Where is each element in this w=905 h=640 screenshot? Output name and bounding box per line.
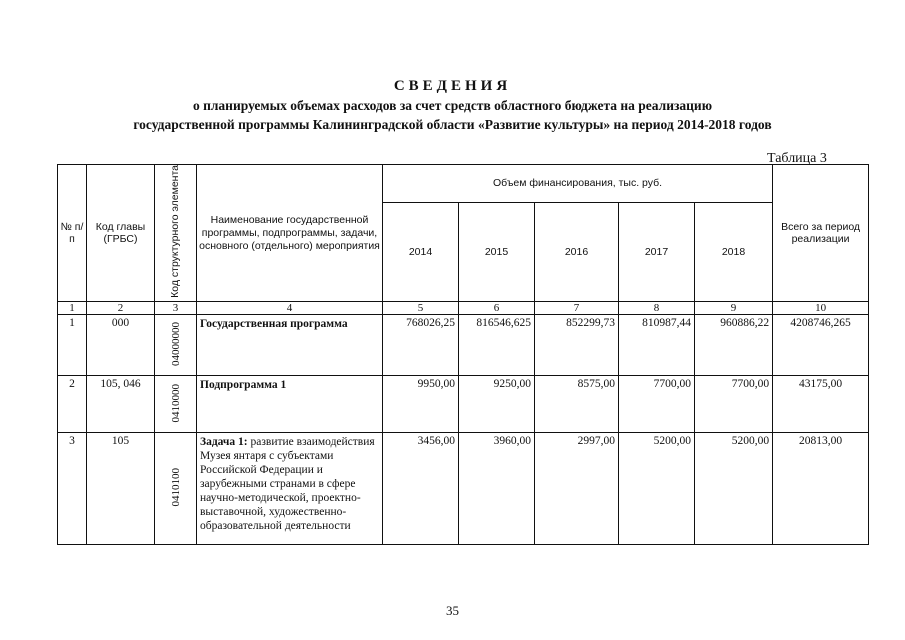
- col-index: 2: [87, 302, 155, 315]
- row-value-2017: 810987,44: [619, 315, 695, 376]
- header-year-2015: 2015: [459, 203, 535, 302]
- row-struct-code: 04000000: [169, 321, 182, 366]
- col-index: 1: [58, 302, 87, 315]
- row-value-2016: 8575,00: [535, 376, 619, 433]
- row-value-2018: 960886,22: [695, 315, 773, 376]
- header-year-2018: 2018: [695, 203, 773, 302]
- header-struct-label: Код структурного элемента: [169, 165, 182, 298]
- col-index: 9: [695, 302, 773, 315]
- row-name: [197, 315, 383, 376]
- document-subtitle-line2: государственной программы Калининградской области «Развитие культуры» на период 2014-2018 годов: [133, 117, 772, 132]
- col-index: 7: [535, 302, 619, 315]
- document-subtitle-line1: о планируемых объемах расходов за счет средств областного бюджета на реализацию: [192, 98, 713, 113]
- header-struct: [155, 165, 197, 302]
- header-total: Всего за период реализации: [773, 165, 869, 302]
- header-name: Наименование государственной программы, подпрограммы, задачи, основного (отдельного) мероприятия: [197, 165, 383, 302]
- col-index: 6: [459, 302, 535, 315]
- row-number: 1: [58, 315, 87, 376]
- row-value-2016: 2997,00: [535, 433, 619, 545]
- row-name: [197, 433, 383, 545]
- page-number: 35: [446, 603, 459, 618]
- document-title: СВЕДЕНИЯ: [393, 78, 512, 94]
- row-value-2015: 9250,00: [459, 376, 535, 433]
- row-value-2017: 5200,00: [619, 433, 695, 545]
- row-code: 000: [87, 315, 155, 376]
- row-struct-cell: [155, 315, 197, 376]
- row-name-text: развитие взаимодействия Музея янтаря с субъектами Российской Федерации и зарубежными странами в сфере научно-методической, проектно-выставочной, художественно-образовательной деятельности: [200, 436, 375, 533]
- header-num: № п/п: [58, 165, 87, 302]
- row-value-2015: 3960,00: [459, 433, 535, 545]
- col-index: 5: [383, 302, 459, 315]
- row-name: [197, 376, 383, 433]
- row-value-2015: 816546,625: [459, 315, 535, 376]
- header-year-2017: 2017: [619, 203, 695, 302]
- header-code: Код главы (ГРБС): [87, 165, 155, 302]
- row-name-bold: Государственная программа: [200, 318, 348, 331]
- row-value-2017: 7700,00: [619, 376, 695, 433]
- column-index-row: [58, 302, 869, 315]
- table-row: [58, 376, 869, 433]
- row-value-2014: 768026,25: [383, 315, 459, 376]
- row-value-2018: 5200,00: [695, 433, 773, 545]
- header-row-1: [58, 165, 869, 203]
- row-struct-code: 0410100: [169, 468, 182, 507]
- row-code: 105: [87, 433, 155, 545]
- row-struct-cell: [155, 433, 197, 545]
- col-index: 10: [773, 302, 869, 315]
- row-code: 105, 046: [87, 376, 155, 433]
- row-value-2016: 852299,73: [535, 315, 619, 376]
- row-struct-cell: [155, 376, 197, 433]
- row-total: 43175,00: [773, 376, 869, 433]
- header-year-2014: 2014: [383, 203, 459, 302]
- row-struct-code: 0410000: [169, 383, 182, 423]
- row-value-2018: 7700,00: [695, 376, 773, 433]
- funding-table: [57, 164, 869, 545]
- row-value-2014: 9950,00: [383, 376, 459, 433]
- row-name-bold: Задача 1:: [200, 436, 248, 449]
- table-row: [58, 315, 869, 376]
- header-funding: Объем финансирования, тыс. руб.: [383, 165, 773, 203]
- table-row: [58, 433, 869, 545]
- row-total: 20813,00: [773, 433, 869, 545]
- row-total: 4208746,265: [773, 315, 869, 376]
- header-year-2016: 2016: [535, 203, 619, 302]
- col-index: 4: [197, 302, 383, 315]
- col-index: 3: [155, 302, 197, 315]
- row-number: 3: [58, 433, 87, 545]
- table-label: Таблица 3: [767, 151, 827, 166]
- row-name-bold: Подпрограмма 1: [200, 379, 287, 392]
- row-number: 2: [58, 376, 87, 433]
- col-index: 8: [619, 302, 695, 315]
- row-value-2014: 3456,00: [383, 433, 459, 545]
